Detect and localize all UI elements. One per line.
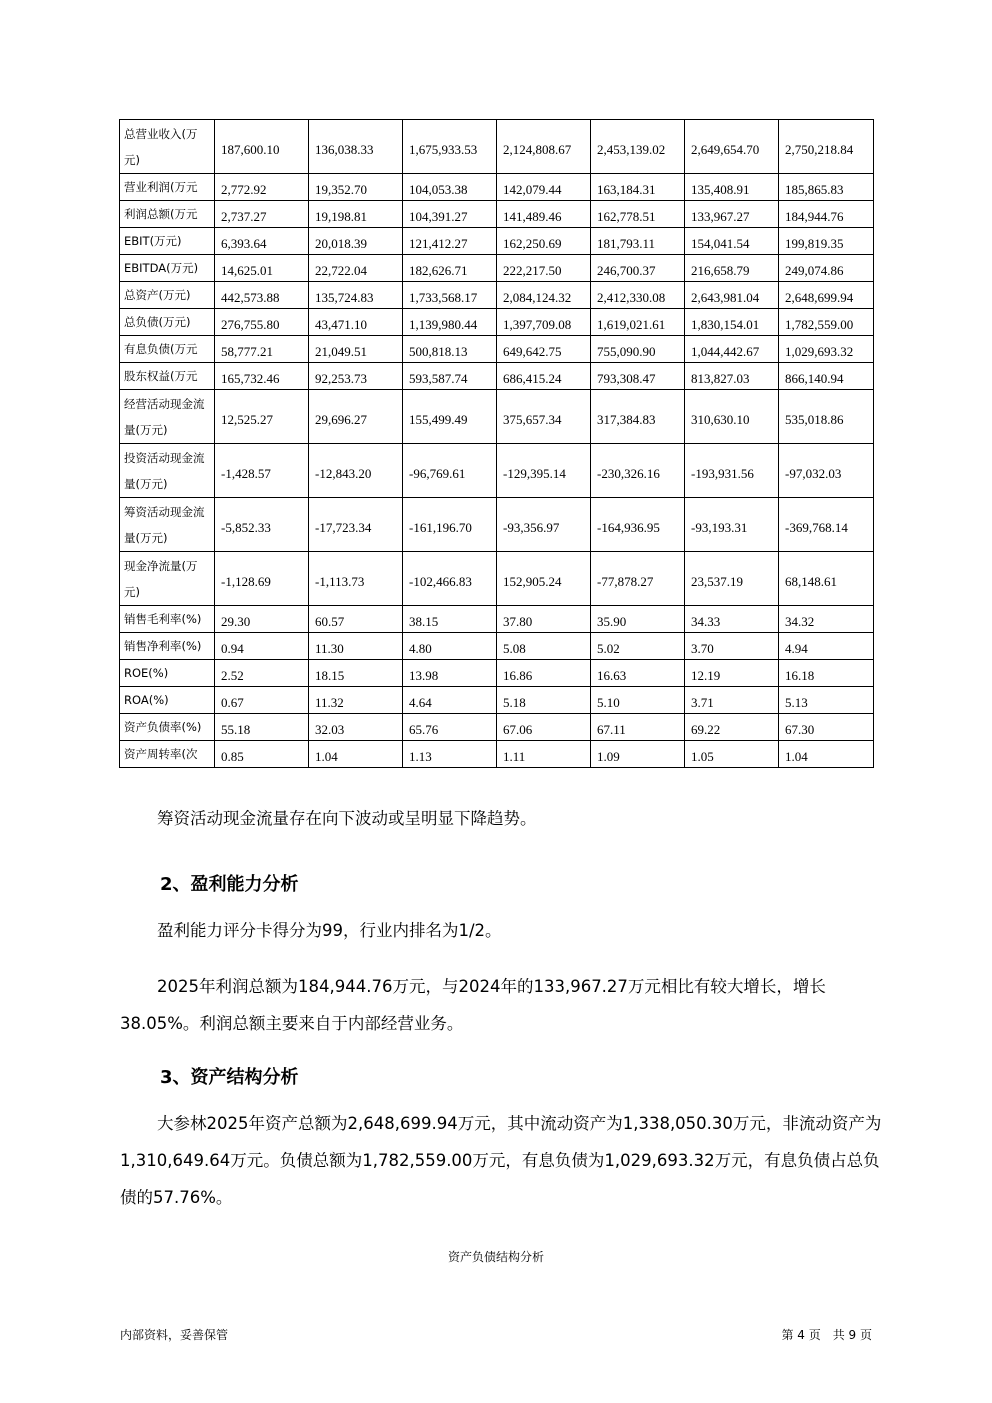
financial-table [119,119,874,768]
table-cell: 2.52 [215,660,309,687]
table-cell: 1,044,442.67 [685,336,779,363]
table-cell: 216,658.79 [685,255,779,282]
table-cell: 755,090.90 [591,336,685,363]
table-cell: 35.90 [591,606,685,633]
table-cell: 104,391.27 [403,201,497,228]
row-label: 筹资活动现金流量(万元) [120,498,215,552]
table-cell: 29,696.27 [309,390,403,444]
table-cell: -1,113.73 [309,552,403,606]
table-cell: 23,537.19 [685,552,779,606]
table-row [120,660,874,687]
row-label: 总资产(万元) [120,282,215,309]
table-cell: 58,777.21 [215,336,309,363]
table-cell: 2,453,139.02 [591,120,685,174]
table-cell: 60.57 [309,606,403,633]
section-heading-profitability: 2、盈利能力分析 [160,874,299,895]
table-cell: 246,700.37 [591,255,685,282]
table-cell: -96,769.61 [403,444,497,498]
table-cell: 813,827.03 [685,363,779,390]
table-cell: 5.08 [497,633,591,660]
table-row [120,444,874,498]
table-cell: 1,782,559.00 [779,309,874,336]
table-cell: -369,768.14 [779,498,874,552]
table-cell: 32.03 [309,714,403,741]
table-cell: 165,732.46 [215,363,309,390]
table-cell: -102,466.83 [403,552,497,606]
row-label: EBIT(万元) [120,228,215,255]
table-cell: 141,489.46 [497,201,591,228]
table-row [120,201,874,228]
table-cell: 181,793.11 [591,228,685,255]
table-row [120,714,874,741]
row-label: 资产周转率(次 [120,741,215,768]
table-row [120,552,874,606]
table-cell: 5.18 [497,687,591,714]
table-cell: 2,649,654.70 [685,120,779,174]
table-cell: -97,032.03 [779,444,874,498]
table-cell: 29.30 [215,606,309,633]
table-cell: 5.02 [591,633,685,660]
table-cell: 1,675,933.53 [403,120,497,174]
table-cell: 34.33 [685,606,779,633]
paragraph-financing-trend: 筹资活动现金流量存在向下波动或呈明显下降趋势。 [157,809,537,828]
table-row [120,687,874,714]
table-cell: 1.13 [403,741,497,768]
table-cell: 11.30 [309,633,403,660]
table-cell: 249,074.86 [779,255,874,282]
table-cell: -1,428.57 [215,444,309,498]
row-label: 营业利润(万元 [120,174,215,201]
table-cell: 1.11 [497,741,591,768]
table-cell: 162,250.69 [497,228,591,255]
table-cell: 104,053.38 [403,174,497,201]
table-cell: 0.67 [215,687,309,714]
section-heading-asset-structure: 3、资产结构分析 [160,1067,299,1088]
table-cell: 12.19 [685,660,779,687]
table-cell: 21,049.51 [309,336,403,363]
table-cell: 686,415.24 [497,363,591,390]
row-label: ROA(%) [120,687,215,714]
row-label: ROE(%) [120,660,215,687]
table-cell: 4.64 [403,687,497,714]
table-row [120,606,874,633]
table-cell: 16.18 [779,660,874,687]
row-label: 现金净流量(万元) [120,552,215,606]
table-cell: 5.10 [591,687,685,714]
table-cell: 1,830,154.01 [685,309,779,336]
table-cell: 155,499.49 [403,390,497,444]
table-cell: 1,139,980.44 [403,309,497,336]
table-cell: -230,326.16 [591,444,685,498]
table-cell: -77,878.27 [591,552,685,606]
table-cell: 121,412.27 [403,228,497,255]
table-cell: 136,038.33 [309,120,403,174]
table-row [120,336,874,363]
table-cell: 184,944.76 [779,201,874,228]
table-cell: 135,408.91 [685,174,779,201]
table-cell: 34.32 [779,606,874,633]
table-cell: 16.63 [591,660,685,687]
table-cell: 154,041.54 [685,228,779,255]
table-cell: 2,412,330.08 [591,282,685,309]
table-cell: 142,079.44 [497,174,591,201]
table-row [120,255,874,282]
table-cell: 2,772.92 [215,174,309,201]
table-cell: 18.15 [309,660,403,687]
table-row [120,282,874,309]
table-cell: 1,397,709.08 [497,309,591,336]
row-label: 总负债(万元) [120,309,215,336]
row-label: 利润总额(万元 [120,201,215,228]
table-cell: 1.09 [591,741,685,768]
table-cell: 310,630.10 [685,390,779,444]
table-cell: 135,724.83 [309,282,403,309]
table-cell: 1.04 [779,741,874,768]
table-cell: 187,600.10 [215,120,309,174]
table-cell: 19,198.81 [309,201,403,228]
table-cell: 11.32 [309,687,403,714]
financial-table-body [120,120,874,768]
table-cell: 442,573.88 [215,282,309,309]
table-cell: 92,253.73 [309,363,403,390]
row-label: EBITDA(万元) [120,255,215,282]
table-row [120,120,874,174]
row-label: 销售净利率(%) [120,633,215,660]
table-cell: 67.11 [591,714,685,741]
table-cell: 375,657.34 [497,390,591,444]
table-cell: 3.71 [685,687,779,714]
table-row [120,633,874,660]
table-cell: 68,148.61 [779,552,874,606]
table-cell: 162,778.51 [591,201,685,228]
table-cell: 65.76 [403,714,497,741]
table-cell: 276,755.80 [215,309,309,336]
table-cell: 20,018.39 [309,228,403,255]
table-cell: -17,723.34 [309,498,403,552]
table-cell: 1,733,568.17 [403,282,497,309]
table-cell: 22,722.04 [309,255,403,282]
table-cell: 1,619,021.61 [591,309,685,336]
table-cell: 2,124,808.67 [497,120,591,174]
table-cell: 37.80 [497,606,591,633]
table-cell: 793,308.47 [591,363,685,390]
footer-page-number: 第 4 页 共 9 页 [781,1328,872,1342]
table-cell: 3.70 [685,633,779,660]
table-cell: 43,471.10 [309,309,403,336]
row-label: 股东权益(万元 [120,363,215,390]
table-row [120,741,874,768]
table-cell: 1,029,693.32 [779,336,874,363]
table-cell: 163,184.31 [591,174,685,201]
table-cell: 199,819.35 [779,228,874,255]
table-cell: -193,931.56 [685,444,779,498]
table-cell: 67.06 [497,714,591,741]
table-cell: -161,196.70 [403,498,497,552]
table-cell: 4.80 [403,633,497,660]
table-cell: 593,587.74 [403,363,497,390]
table-row [120,228,874,255]
table-row [120,174,874,201]
row-label: 资产负债率(%) [120,714,215,741]
table-cell: -93,193.31 [685,498,779,552]
table-cell: -164,936.95 [591,498,685,552]
table-cell: 6,393.64 [215,228,309,255]
table-row [120,390,874,444]
paragraph-profit-score: 盈利能力评分卡得分为99，行业内排名为1/2。 [157,921,502,940]
table-cell: 19,352.70 [309,174,403,201]
table-cell: 12,525.27 [215,390,309,444]
table-cell: 2,643,981.04 [685,282,779,309]
table-cell: 2,750,218.84 [779,120,874,174]
table-cell: 500,818.13 [403,336,497,363]
table-cell: 5.13 [779,687,874,714]
table-cell: 38.15 [403,606,497,633]
table-cell: 16.86 [497,660,591,687]
table-cell: 2,084,124.32 [497,282,591,309]
table-cell: 133,967.27 [685,201,779,228]
table-cell: 67.30 [779,714,874,741]
table-cell: -1,128.69 [215,552,309,606]
table-cell: 14,625.01 [215,255,309,282]
table-row [120,363,874,390]
table-cell: 4.94 [779,633,874,660]
table-cell: 0.85 [215,741,309,768]
row-label: 经营活动现金流量(万元) [120,390,215,444]
table-cell: 152,905.24 [497,552,591,606]
table-cell: 55.18 [215,714,309,741]
table-cell: 185,865.83 [779,174,874,201]
paragraph-profit-total: 2025年利润总额为184,944.76万元，与2024年的133,967.27万元相比有较大增长，增长38.05%。利润总额主要来自于内部经营业务。 [120,977,826,1033]
table-cell: 649,642.75 [497,336,591,363]
table-cell: 0.94 [215,633,309,660]
table-cell: 535,018.86 [779,390,874,444]
table-row [120,498,874,552]
table-cell: 2,737.27 [215,201,309,228]
paragraph-asset-structure: 大参林2025年资产总额为2,648,699.94万元，其中流动资产为1,338,050.30万元，非流动资产为1,310,649.64万元。负债总额为1,782,559.00万元，有息负债为1,029,693.32万元，有息负债占总负债的57.76%。 [120,1114,882,1207]
table-cell: -93,356.97 [497,498,591,552]
footer-confidential: 内部资料，妥善保管 [120,1328,229,1342]
table-cell: 1.05 [685,741,779,768]
table-cell: 222,217.50 [497,255,591,282]
table-cell: 317,384.83 [591,390,685,444]
table-cell: -129,395.14 [497,444,591,498]
row-label: 有息负债(万元 [120,336,215,363]
row-label: 销售毛利率(%) [120,606,215,633]
chart-caption: 资产负债结构分析 [447,1250,544,1264]
table-cell: 13.98 [403,660,497,687]
table-cell: 1.04 [309,741,403,768]
table-cell: 2,648,699.94 [779,282,874,309]
table-row [120,309,874,336]
table-cell: 69.22 [685,714,779,741]
table-cell: 866,140.94 [779,363,874,390]
table-cell: -12,843.20 [309,444,403,498]
row-label: 总营业收入(万元) [120,120,215,174]
table-cell: -5,852.33 [215,498,309,552]
table-cell: 182,626.71 [403,255,497,282]
row-label: 投资活动现金流量(万元) [120,444,215,498]
